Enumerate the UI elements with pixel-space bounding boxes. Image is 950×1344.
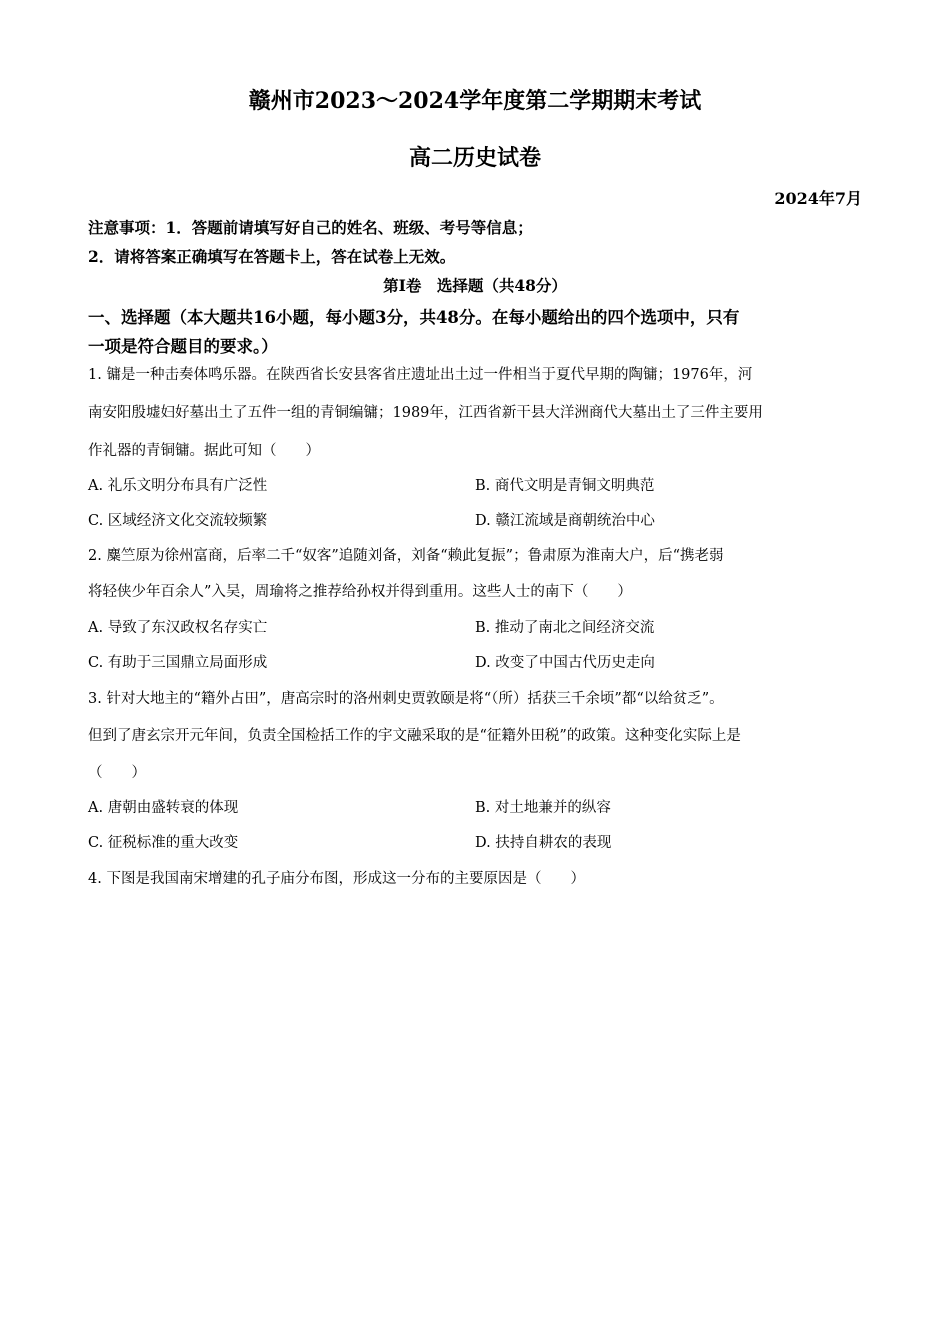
question-3-line-3: （ ） xyxy=(88,765,146,781)
question-2-option-b: B. 推动了南北之间经济交流 xyxy=(475,620,655,636)
question-3-option-c: C. 征税标准的重大改变 xyxy=(88,835,239,851)
question-4-line-1: 4. 下图是我国南宋增建的孔子庙分布图，形成这一分布的主要原因是（ ） xyxy=(88,871,585,887)
question-2-line-1: 2. 麋竺原为徐州富商，后率二千“奴客”追随刘备，刘备“赖此复振”；鲁肃原为淮南大户，后“携老弱 xyxy=(88,548,724,564)
question-3-line-2: 但到了唐玄宗开元年间，负责全国检括工作的宇文融采取的是“征籍外田税”的政策。这种变化实际上是 xyxy=(88,728,741,744)
section-instruction-1: 一、选择题（本大题共16小题，每小题3分，共48分。在每小题给出的四个选项中，只有 xyxy=(88,308,740,327)
section-instruction-2: 一项是符合题目的要求。） xyxy=(88,337,278,356)
notes-line-2: 2．请将答案正确填写在答题卡上，答在试卷上无效。 xyxy=(88,247,456,266)
exam-title: 赣州市2023～2024学年度第二学期期末考试 xyxy=(248,88,702,114)
section-title: 第Ⅰ卷 选择题（共48分） xyxy=(383,276,567,295)
exam-date: 2024年7月 xyxy=(774,189,862,208)
question-3-option-b: B. 对土地兼并的纵容 xyxy=(475,800,611,816)
question-3-option-a: A. 唐朝由盛转衰的体现 xyxy=(88,800,239,816)
question-2-option-c: C. 有助于三国鼎立局面形成 xyxy=(88,655,268,671)
question-1-line-1: 1. 镛是一种击奏体鸣乐器。在陕西省长安县客省庄遗址出土过一件相当于夏代早期的陶镛；1976年，河 xyxy=(88,367,753,383)
question-1-option-b: B. 商代文明是青铜文明典范 xyxy=(475,478,655,494)
question-1-option-c: C. 区域经济文化交流较频繁 xyxy=(88,513,268,529)
question-1-option-a: A. 礼乐文明分布具有广泛性 xyxy=(88,478,268,494)
question-1-line-2: 南安阳殷墟妇好墓出土了五件一组的青铜编镛；1989年，江西省新干县大洋洲商代大墓出土了三件主要用 xyxy=(88,405,763,421)
question-3-option-d: D. 扶持自耕农的表现 xyxy=(475,835,612,851)
question-3-line-1: 3. 针对大地主的“籍外占田”，唐高宗时的洛州刺史贾敦颐是将“（所）括获三千余顷”都“以给贫乏”。 xyxy=(88,691,724,707)
question-2-option-a: A. 导致了东汉政权名存实亡 xyxy=(88,620,268,636)
exam-subtitle: 高二历史试卷 xyxy=(408,145,541,171)
question-1-option-d: D. 赣江流域是商朝统治中心 xyxy=(475,513,655,529)
question-2-option-d: D. 改变了中国古代历史走向 xyxy=(475,655,655,671)
question-2-line-2: 将轻侠少年百余人”入吴，周瑜将之推荐给孙权并得到重用。这些人士的南下（ ） xyxy=(88,584,632,600)
notes-line-1: 注意事项：1．答题前请填写好自己的姓名、班级、考号等信息； xyxy=(88,218,533,237)
question-1-line-3: 作礼器的青铜镛。据此可知（ ） xyxy=(88,443,320,459)
